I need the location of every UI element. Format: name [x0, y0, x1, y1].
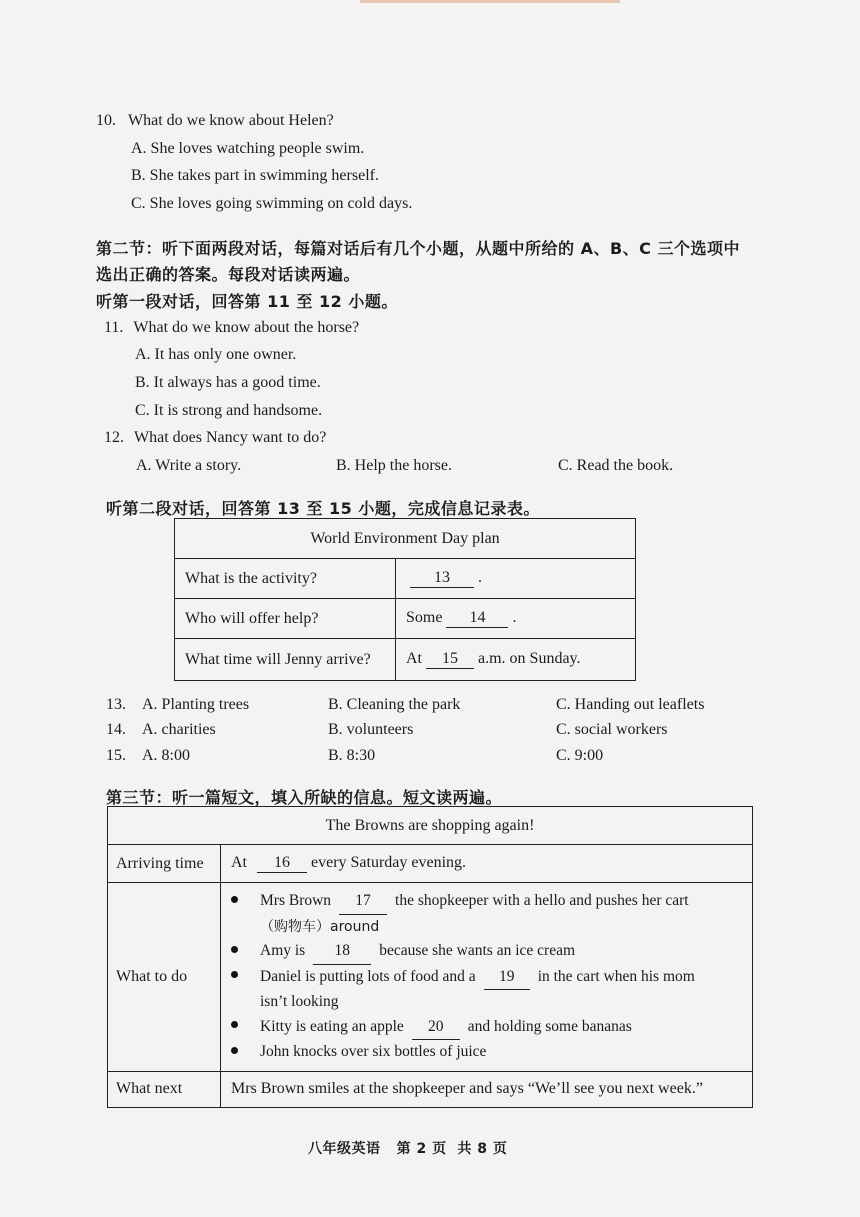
question-number: 12.: [104, 429, 124, 446]
bullet-icon: [231, 896, 238, 903]
option-10c: C. She loves going swimming on cold days.: [131, 195, 413, 212]
table-row: [108, 883, 753, 1072]
bullet-icon: [231, 1047, 238, 1054]
choice-13b: B. Cleaning the park: [328, 696, 461, 713]
next-label: What next: [108, 1071, 221, 1107]
todo-list: [221, 883, 753, 1072]
answer-blank-19: 19: [484, 965, 530, 991]
choice-13a: A. Planting trees: [142, 696, 250, 713]
dialogue2-intro: 听第二段对话，回答第 13 至 15 小题，完成信息记录表。: [106, 499, 540, 518]
option-11c: C. It is strong and handsome.: [135, 402, 323, 419]
answer-blank-20: 20: [412, 1015, 460, 1041]
choice-13-number: 13.: [106, 696, 126, 713]
table-title: World Environment Day plan: [175, 519, 636, 559]
choice-14c: C. social workers: [556, 721, 668, 738]
arriving-label: Arriving time: [108, 845, 221, 883]
list-item-continuation: isn’t looking: [260, 993, 339, 1010]
choice-14b: B. volunteers: [328, 721, 414, 738]
section2-heading-line1: 第二节：听下面两段对话，每篇对话后有几个小题，从题中所给的 A、B、C 三个选项中: [96, 239, 740, 258]
browns-table: [107, 806, 753, 1108]
row-question: What is the activity?: [175, 559, 396, 599]
option-12a: A. Write a story.: [136, 457, 242, 474]
question-11: [104, 319, 359, 337]
row-answer: Some 14 .: [396, 599, 636, 639]
question-number: 11.: [104, 319, 124, 336]
answer-blank-16: 16: [257, 854, 307, 873]
row-question: What time will Jenny arrive?: [175, 639, 396, 681]
todo-label: What to do: [108, 883, 221, 1072]
question-text: What do we know about the horse?: [133, 319, 360, 336]
choice-14-number: 14.: [106, 721, 126, 738]
scan-artifact: [360, 0, 620, 3]
section3-heading: 第三节：听一篇短文，填入所缺的信息。短文读两遍。: [106, 788, 503, 807]
option-12b: B. Help the horse.: [336, 457, 452, 474]
option-11b: B. It always has a good time.: [135, 374, 321, 391]
choice-15a: A. 8:00: [142, 747, 190, 764]
answer-blank-17: 17: [339, 889, 387, 915]
environment-day-table: [174, 518, 636, 681]
table-row: [175, 559, 636, 599]
table-row: [175, 599, 636, 639]
choice-15b: B. 8:30: [328, 747, 376, 764]
dialogue1-intro: 听第一段对话，回答第 11 至 12 小题。: [96, 292, 398, 311]
section2-heading-line2: 选出正确的答案。每段对话读两遍。: [96, 265, 361, 284]
answer-blank-13: 13: [410, 569, 474, 588]
row-question: Who will offer help?: [175, 599, 396, 639]
list-item-continuation: （购物车）around: [260, 918, 380, 935]
answer-blank-15: 15: [426, 650, 474, 669]
question-text: What do we know about Helen?: [128, 112, 334, 129]
bullet-icon: [231, 971, 238, 978]
table-row: [175, 639, 636, 681]
row-answer: At 15 a.m. on Sunday.: [396, 639, 636, 681]
arriving-answer: At 16 every Saturday evening.: [221, 845, 753, 883]
bullet-icon: [231, 946, 238, 953]
choice-15-number: 15.: [106, 747, 126, 764]
table-title: The Browns are shopping again!: [108, 807, 753, 845]
question-number: 10.: [96, 112, 116, 129]
list-item: Amy is 18 because she wants an ice cream: [231, 939, 742, 965]
question-10: [96, 112, 334, 130]
question-text: What does Nancy want to do?: [134, 429, 327, 446]
question-12: [104, 429, 326, 447]
list-item: Mrs Brown 17 the shopkeeper with a hello and pushes her cart: [231, 889, 742, 915]
option-12c: C. Read the book.: [558, 457, 674, 474]
choice-13c: C. Handing out leaflets: [556, 696, 705, 713]
choice-15c: C. 9:00: [556, 747, 604, 764]
answer-blank-14: 14: [446, 609, 508, 628]
table-row: [108, 1071, 753, 1107]
list-item: John knocks over six bottles of juice: [231, 1040, 742, 1065]
table-row: [108, 845, 753, 883]
option-10b: B. She takes part in swimming herself.: [131, 167, 379, 184]
page-footer: 八年级英语 第 2 页 共 8 页: [308, 1141, 508, 1157]
answer-blank-18: 18: [313, 939, 371, 965]
list-item: Daniel is putting lots of food and a 19 in the cart when his mom: [231, 965, 742, 991]
option-10a: A. She loves watching people swim.: [131, 140, 365, 157]
choice-14a: A. charities: [142, 721, 216, 738]
next-text: Mrs Brown smiles at the shopkeeper and says “We’ll see you next week.”: [221, 1071, 753, 1107]
row-answer: 13 .: [396, 559, 636, 599]
bullet-icon: [231, 1021, 238, 1028]
option-11a: A. It has only one owner.: [135, 346, 297, 363]
list-item: Kitty is eating an apple 20 and holding some bananas: [231, 1015, 742, 1041]
